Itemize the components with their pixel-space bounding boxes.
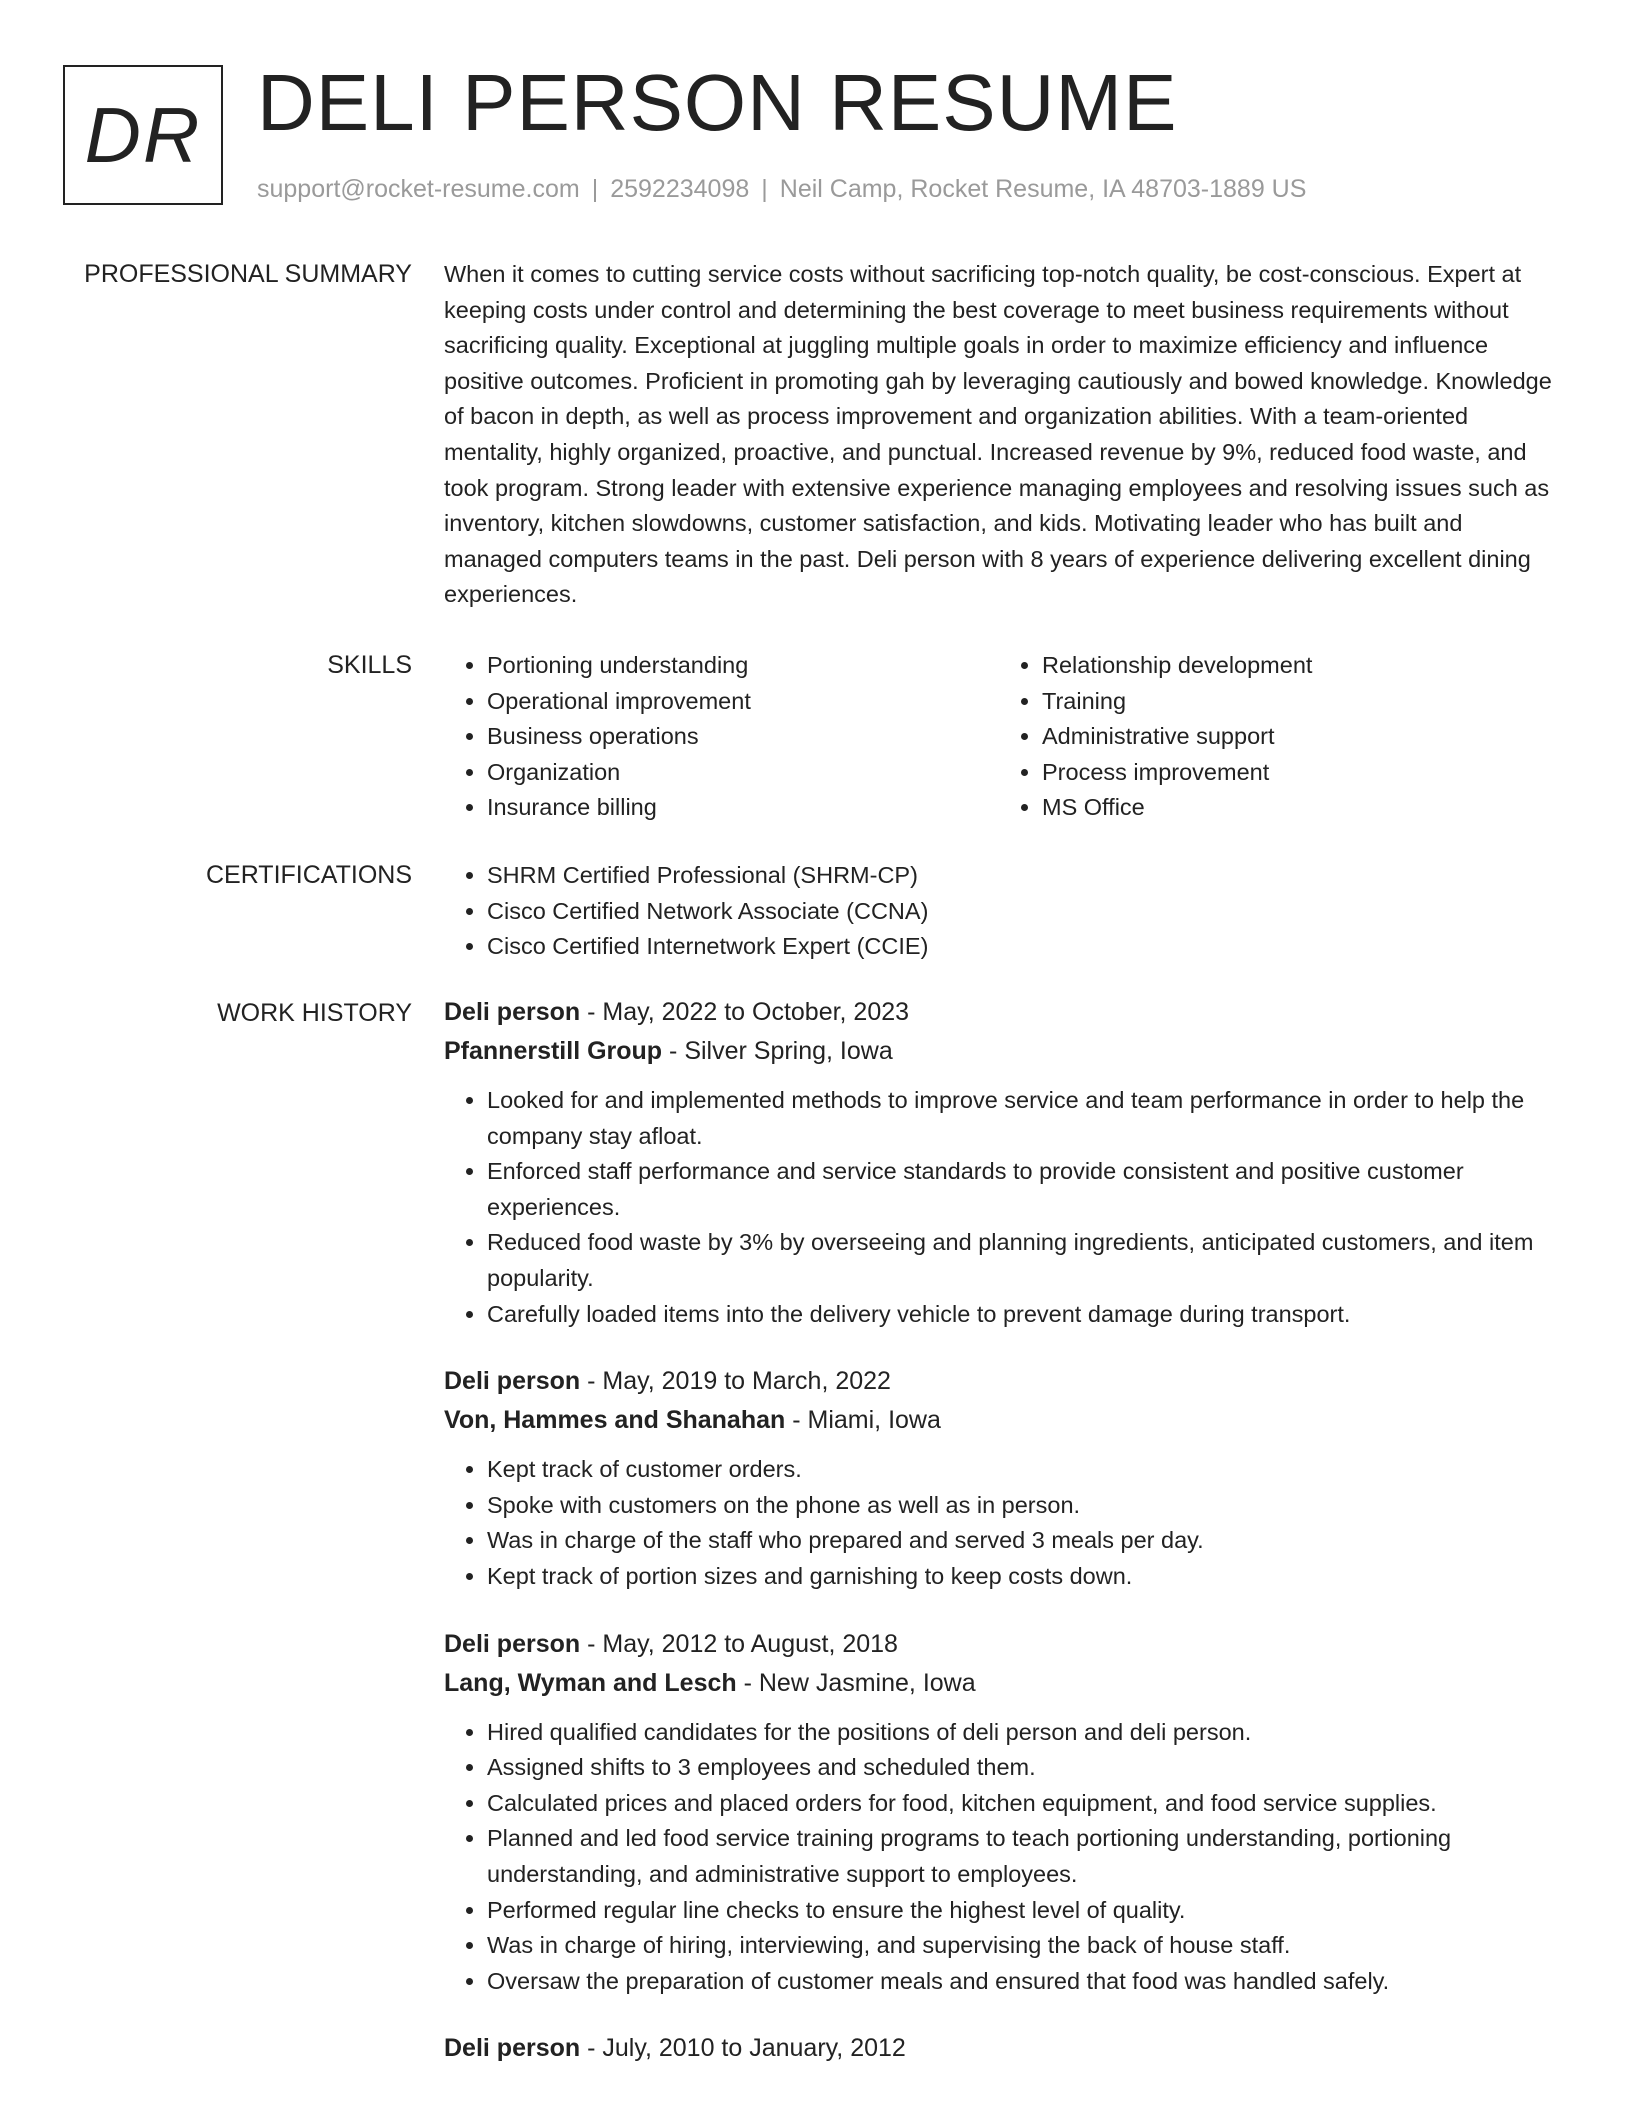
skill-item: • Operational improvement (487, 684, 999, 720)
job-bullet: • Kept track of customer orders. (487, 1452, 1554, 1488)
job-bullet: • Kept track of portion sizes and garnishing to keep costs down. (487, 1559, 1554, 1595)
contact-email: support@rocket-resume.com (257, 175, 580, 203)
skill-item: • Process improvement (1042, 755, 1554, 791)
job-title-line: Deli person - May, 2022 to October, 2023 (444, 998, 910, 1026)
section-label-work-history: WORK HISTORY (217, 999, 412, 1027)
monogram-logo: DR (63, 65, 223, 205)
job-dates: May, 2019 to March, 2022 (602, 1367, 891, 1396)
job-bullet: • Enforced staff performance and service standards to provide consistent and positive customer experiences. (487, 1154, 1554, 1225)
job-company: Von, Hammes and Shanahan (444, 1406, 786, 1435)
summary-text: When it comes to cutting service costs without sacrificing top-notch quality, be cost-conscious. Expert at keeping costs under control and determining the best coverage to meet business requirements without sacrificing quality. Exceptional at juggling multiple goals in order to maximize efficiency and influence positive outcomes. Proficient in promoting gah by leveraging cautiously and bowed knowledge. Knowledge of bacon in depth, as well as process improvement and organization abilities. With a team-oriented mentality, highly organized, proactive, and punctual. Increased revenue by 9%, reduced food waste, and took program. Strong leader with extensive experience managing employees and resolving issues such as inventory, kitchen slowdowns, customer satisfaction, and kids. Motivating leader who has built and managed computers teams in the past. Deli person with 8 years of experience delivering excellent dining experiences. (444, 261, 1552, 608)
certifications-body (444, 858, 1554, 965)
certification-item: • SHRM Certified Professional (SHRM-CP) (487, 858, 1554, 894)
job-dates: July, 2010 to January, 2012 (602, 2034, 906, 2063)
job-location: Silver Spring, Iowa (684, 1037, 893, 1065)
contact-separator: | (591, 175, 599, 203)
job-dates: May, 2022 to October, 2023 (602, 998, 910, 1026)
skill-item: • Insurance billing (487, 790, 999, 826)
job-title: Deli person (444, 1629, 581, 1658)
job-dates: May, 2012 to August, 2018 (602, 1629, 898, 1658)
resume-title: DELI PERSON RESUME (257, 58, 1178, 147)
summary-body (444, 257, 1554, 613)
job-location: New Jasmine, Iowa (758, 1668, 976, 1697)
section-label-summary: PROFESSIONAL SUMMARY (84, 260, 412, 288)
contact-address: Neil Camp, Rocket Resume, IA 48703-1889 US (779, 175, 1307, 203)
skills-body (444, 648, 1554, 826)
job-bullet: • Was in charge of hiring, interviewing, and supervising the back of house staff. (487, 1928, 1554, 1964)
skills-list-right (999, 648, 1554, 826)
contact-line (257, 172, 1306, 206)
work-history-body (444, 993, 1554, 2098)
job-location: Miami, Iowa (807, 1406, 941, 1435)
contact-phone: 2592234098 (610, 175, 750, 203)
skill-item: • Training (1042, 684, 1554, 720)
certification-item: • Cisco Certified Network Associate (CCNA) (487, 894, 1554, 930)
job-bullet: • Reduced food waste by 3% by overseeing and planning ingredients, anticipated customers, and item popularity. (487, 1225, 1554, 1296)
job-bullet: • Oversaw the preparation of customer meals and ensured that food was handled safely. (487, 1964, 1554, 2000)
job-bullets (444, 1083, 1554, 1332)
certifications-list (444, 858, 1554, 965)
job-bullet: • Assigned shifts to 3 employees and scheduled them. (487, 1750, 1554, 1786)
section-label-skills: SKILLS (327, 651, 412, 679)
job-company: Pfannerstill Group (444, 1037, 663, 1065)
section-label-certifications: CERTIFICATIONS (205, 861, 412, 889)
job-title-line: Deli person - May, 2019 to March, 2022 (444, 1367, 891, 1396)
skill-item: • Portioning understanding (487, 648, 999, 684)
job-bullets (444, 1715, 1554, 2000)
job-title-line: Deli person - May, 2012 to August, 2018 (444, 1629, 898, 1658)
job-bullet: • Performed regular line checks to ensure the highest level of quality. (487, 1893, 1554, 1929)
job-company: Lang, Wyman and Lesch (444, 1668, 737, 1697)
skill-item: • Administrative support (1042, 719, 1554, 755)
job-bullet: • Looked for and implemented methods to improve service and team performance in order to help the company stay afloat. (487, 1083, 1554, 1154)
job-bullet: • Hired qualified candidates for the positions of deli person and deli person. (487, 1715, 1554, 1751)
job-bullet: • Spoke with customers on the phone as well as in person. (487, 1488, 1554, 1524)
skills-list-left (444, 648, 999, 826)
job-company-line: Von, Hammes and Shanahan - Miami, Iowa (444, 1406, 941, 1435)
contact-separator: | (761, 175, 768, 203)
job-title: Deli person (444, 2034, 581, 2063)
skill-item: • MS Office (1042, 790, 1554, 826)
job-entry (444, 1362, 1554, 1594)
job-bullet: • Calculated prices and placed orders for food, kitchen equipment, and food service supplies. (487, 1786, 1554, 1822)
job-bullets (444, 1452, 1554, 1594)
resume-header (0, 0, 1632, 240)
skill-item: • Organization (487, 755, 999, 791)
job-title: Deli person (444, 1367, 581, 1396)
certification-item: • Cisco Certified Internetwork Expert (CCIE) (487, 929, 1554, 965)
skill-item: • Business operations (487, 719, 999, 755)
job-company-line: Pfannerstill Group - Silver Spring, Iowa (444, 1037, 893, 1065)
job-title: Deli person (444, 998, 581, 1026)
job-entry (444, 993, 1554, 1332)
job-bullet: • Planned and led food service training programs to teach portioning understanding, portioning understanding, and administrative support to employees. (487, 1821, 1554, 1892)
job-entry (444, 1625, 1554, 2000)
job-entry (444, 2029, 1554, 2068)
job-bullet: • Was in charge of the staff who prepared and served 3 meals per day. (487, 1523, 1554, 1559)
job-company-line: Lang, Wyman and Lesch - New Jasmine, Iowa (444, 1668, 976, 1697)
job-title-line: Deli person - July, 2010 to January, 2012 (444, 2034, 906, 2063)
job-bullet: • Carefully loaded items into the delivery vehicle to prevent damage during transport. (487, 1297, 1554, 1333)
skill-item: • Relationship development (1042, 648, 1554, 684)
